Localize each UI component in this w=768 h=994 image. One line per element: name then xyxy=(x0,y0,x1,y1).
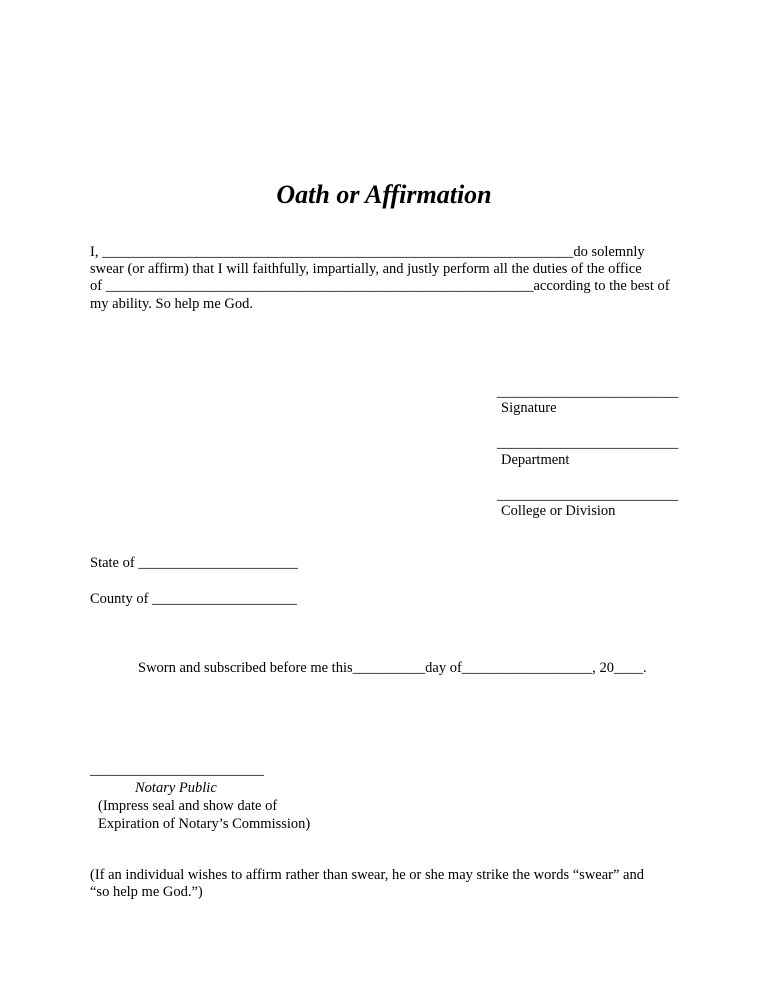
department-label: Department xyxy=(501,452,570,468)
sworn-statement: Sworn and subscribed before me this__________day of__________________, 20____. xyxy=(138,660,647,676)
signature-line: _________________________ xyxy=(497,384,679,400)
notary-label: Notary Public xyxy=(135,780,217,796)
footnote-line-1: (If an individual wishes to affirm rather than swear, he or she may strike the words “swear” and xyxy=(90,867,644,883)
notary-note-line-1: (Impress seal and show date of xyxy=(98,798,278,814)
page-title: Oath or Affirmation xyxy=(276,180,492,209)
notary-line: ________________________ xyxy=(90,762,264,778)
department-line: _________________________ xyxy=(497,435,679,451)
state-field: State of ______________________ xyxy=(90,555,298,571)
county-field: County of ____________________ xyxy=(90,591,298,607)
college-line: _________________________ xyxy=(497,487,679,503)
oath-line-3: of ___________________________________________________________according to the best of xyxy=(90,278,670,294)
notary-note-line-2: Expiration of Notary’s Commission) xyxy=(98,816,311,832)
oath-line-4: my ability. So help me God. xyxy=(90,296,253,312)
oath-line-1: I, _________________________________________________________________do solemnly xyxy=(90,244,645,260)
footnote-line-2: “so help me God.”) xyxy=(90,884,203,900)
college-label: College or Division xyxy=(501,503,616,519)
signature-label: Signature xyxy=(501,400,557,416)
oath-line-2: swear (or affirm) that I will faithfully, impartially, and justly perform all the duties of the office xyxy=(90,261,642,277)
